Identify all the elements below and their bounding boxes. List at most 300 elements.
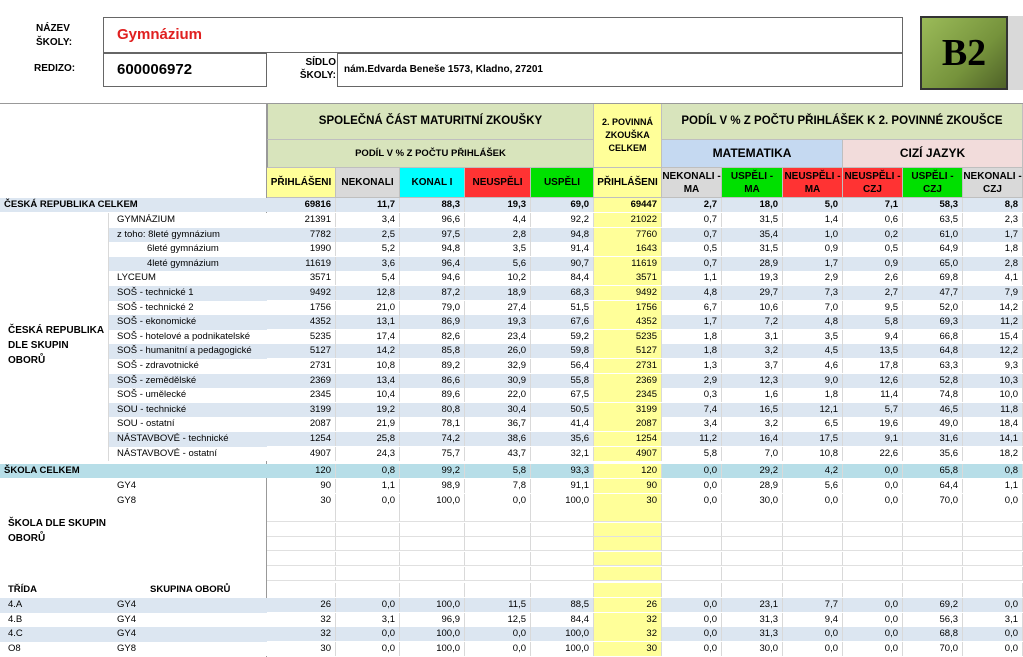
table-cell: 3,6 [336,257,400,271]
table-cell: 24,3 [336,447,400,461]
table-cell: 3571 [267,271,336,285]
table-cell: 5235 [594,330,662,344]
table-cell: 4907 [267,447,336,461]
empty-cell [594,583,662,597]
table-cell: 30,0 [722,642,783,656]
table-cell: 1,7 [963,228,1023,242]
empty-cell [843,537,903,551]
empty-cell [662,583,722,597]
table-cell: 23,1 [722,598,783,612]
table-cell: 14,2 [963,301,1023,315]
table-cell: 11,7 [336,198,400,212]
table-cell: 1,1 [963,479,1023,493]
col-head: USPĚLI [531,168,594,198]
table-cell: 4352 [594,315,662,329]
table-cell: 97,5 [400,228,465,242]
empty-cell [783,583,843,597]
table-cell: 2,7 [843,286,903,300]
table-cell: 0,6 [843,213,903,227]
class-name: 4.C [8,628,23,640]
empty-cell [722,567,783,581]
table-cell: 1254 [594,432,662,446]
empty-cell [267,537,336,551]
table-cell: 94,8 [531,228,594,242]
seat-label: SÍDLO ŠKOLY: [299,57,336,81]
empty-cell [783,508,843,522]
table-cell: 10,3 [963,374,1023,388]
table-cell: 9,4 [783,613,843,627]
cr-total-label: ČESKÁ REPUBLIKA CELKEM [4,199,138,210]
empty-cell [465,508,531,522]
table-cell: 7,4 [662,403,722,417]
table-cell: 22,0 [465,388,531,402]
table-cell: 9,4 [843,330,903,344]
table-cell: 35,4 [722,228,783,242]
table-cell: 2345 [267,388,336,402]
table-cell: 66,8 [903,330,963,344]
table-cell: 4,5 [783,344,843,358]
table-cell: 49,0 [903,417,963,431]
table-cell: 0,8 [336,464,400,478]
table-cell: 30 [267,642,336,656]
empty-cell [843,523,903,537]
table-cell: 2,8 [465,228,531,242]
table-cell: 0,0 [963,494,1023,508]
col-head: NEUSPĚLI - MA [783,168,843,198]
table-cell: 7760 [594,228,662,242]
table-cell: 31,3 [722,613,783,627]
table-cell: 100,0 [400,642,465,656]
class-name: O8 [8,642,21,654]
table-cell: 88,5 [531,598,594,612]
empty-cell [400,508,465,522]
table-cell: 17,8 [843,359,903,373]
table-cell: 92,2 [531,213,594,227]
empty-cell [400,567,465,581]
table-cell: 13,5 [843,344,903,358]
table-cell: 120 [267,464,336,478]
col-head: PŘIHLÁŠENI [594,168,662,198]
empty-cell [662,567,722,581]
col-head: NEUSPĚLI - CZJ [843,168,903,198]
table-cell: 5,6 [783,479,843,493]
table-cell: 30,4 [465,403,531,417]
table-cell: 35,6 [531,432,594,446]
table-cell: 1,1 [662,271,722,285]
table-cell: 5,8 [465,464,531,478]
empty-cell [465,552,531,566]
table-cell: 69,0 [531,198,594,212]
empty-cell [963,523,1023,537]
table-cell: 9,0 [783,374,843,388]
table-cell: 1,8 [662,330,722,344]
table-cell: 1643 [594,242,662,256]
table-cell: 19,6 [843,417,903,431]
table-cell: 21022 [594,213,662,227]
table-cell: 7,8 [465,479,531,493]
table-cell: 67,6 [531,315,594,329]
table-cell: 0,3 [662,388,722,402]
table-cell: 29,2 [722,464,783,478]
empty-cell [722,537,783,551]
table-cell: 0,0 [963,627,1023,641]
table-cell: 80,8 [400,403,465,417]
table-cell: 0,0 [843,479,903,493]
empty-cell [783,537,843,551]
empty-cell [662,508,722,522]
table-cell: 0,0 [336,598,400,612]
table-cell: 18,9 [465,286,531,300]
table-cell: 1,8 [963,242,1023,256]
col-head: KONAL I [400,168,465,198]
redizo-label: REDIZO: [34,63,76,74]
table-cell: 17,4 [336,330,400,344]
empty-cell [963,537,1023,551]
table-cell: 30 [594,642,662,656]
class-group: GY4 [117,628,137,640]
table-cell: 1254 [267,432,336,446]
field-group-label: SKUPINA OBORŮ [150,584,231,595]
table-cell: 0,0 [783,642,843,656]
table-cell: 2,6 [843,271,903,285]
table-cell: 0,0 [662,627,722,641]
row-label: SOŠ - zemědělské [117,374,197,386]
empty-cell [722,523,783,537]
table-cell: 7,9 [963,286,1023,300]
empty-cell [722,508,783,522]
table-cell: 0,0 [465,627,531,641]
table-cell: 14,2 [336,344,400,358]
table-cell: 2,9 [783,271,843,285]
table-cell: 86,9 [400,315,465,329]
table-cell: 96,4 [400,257,465,271]
empty-cell [903,567,963,581]
table-cell: 3199 [267,403,336,417]
table-cell: 0,0 [843,613,903,627]
table-cell: 7,2 [722,315,783,329]
table-cell: 36,7 [465,417,531,431]
table-cell: 100,0 [531,642,594,656]
table-cell: 28,9 [722,257,783,271]
empty-cell [336,537,400,551]
table-cell: 7,7 [783,598,843,612]
table-cell: 68,3 [531,286,594,300]
table-cell: 50,5 [531,403,594,417]
table-cell: 84,4 [531,271,594,285]
table-cell: 0,0 [336,627,400,641]
empty-cell [963,552,1023,566]
table-cell: 0,7 [662,228,722,242]
table-cell: 79,0 [400,301,465,315]
table-cell: 2,3 [963,213,1023,227]
table-cell: 13,1 [336,315,400,329]
table-cell: 55,8 [531,374,594,388]
table-cell: 12,3 [722,374,783,388]
table-cell: 0,0 [783,494,843,508]
table-cell: 18,4 [963,417,1023,431]
table-cell: 7782 [267,228,336,242]
table-cell: 4,8 [783,315,843,329]
table-cell: 4,1 [963,271,1023,285]
empty-cell [903,537,963,551]
table-cell: 63,5 [903,213,963,227]
table-cell: 61,0 [903,228,963,242]
table-cell: 0,9 [783,242,843,256]
table-cell: 0,0 [843,627,903,641]
table-cell: 31,5 [722,213,783,227]
row-label: NÁSTAVBOVÉ - technické [117,433,229,444]
empty-cell [267,523,336,537]
empty-cell [400,583,465,597]
table-cell: 0,0 [963,598,1023,612]
table-cell: 43,7 [465,447,531,461]
table-cell: 96,9 [400,613,465,627]
table-cell: 1756 [594,301,662,315]
table-cell: 3,5 [783,330,843,344]
table-cell: 15,4 [963,330,1023,344]
col-head: PŘIHLÁŠENI [267,168,336,198]
table-cell: 2,8 [963,257,1023,271]
empty-cell [267,552,336,566]
table-cell: 0,0 [843,598,903,612]
table-cell: 27,4 [465,301,531,315]
table-cell: 12,6 [843,374,903,388]
table-cell: 5,6 [465,257,531,271]
empty-cell [903,523,963,537]
table-cell: 5,4 [336,271,400,285]
row-label: GYMNÁZIUM [117,214,176,225]
row-label: SOŠ - zdravotnické [117,360,199,371]
table-cell: 1,0 [783,228,843,242]
table-cell: 1,8 [662,344,722,358]
table-cell: 12,1 [783,403,843,417]
empty-cell [336,567,400,581]
table-cell: 11,8 [963,403,1023,417]
table-cell: 2,7 [662,198,722,212]
table-cell: 10,2 [465,271,531,285]
row-label: 4leté gymnázium [147,257,219,269]
empty-cell [336,552,400,566]
empty-cell [594,508,662,522]
table-cell: 3199 [594,403,662,417]
head-second-mandatory: 2. POVINNÁ ZKOUŠKA CELKEM [594,104,662,168]
school-name-label: NÁZEV ŠKOLY: [36,23,73,48]
table-cell: 7,0 [783,301,843,315]
row-label: SOŠ - hotelové a podnikatelské [117,330,251,342]
table-cell: 69,8 [903,271,963,285]
school-row-label: GY4 [117,480,137,491]
table-cell: 9492 [594,286,662,300]
table-cell: 1,4 [783,213,843,227]
table-cell: 22,6 [843,447,903,461]
table-cell: 59,2 [531,330,594,344]
table-cell: 86,6 [400,374,465,388]
empty-cell [531,508,594,522]
table-cell: 91,4 [531,242,594,256]
row-label: SOŠ - technické 2 [117,301,194,313]
table-cell: 0,0 [843,494,903,508]
table-cell: 59,8 [531,344,594,358]
school-row-label: GY8 [117,494,137,506]
table-cell: 68,8 [903,627,963,641]
table-cell: 7,0 [722,447,783,461]
head-share-second: PODÍL V % Z POČTU PŘIHLÁŠEK K 2. POVINNÉ ZKOUŠCE [662,104,1023,140]
table-cell: 0,7 [662,257,722,271]
table-cell: 12,2 [963,344,1023,358]
school-total-label: ŠKOLA CELKEM [4,465,80,476]
table-cell: 56,4 [531,359,594,373]
table-cell: 19,2 [336,403,400,417]
table-cell: 21391 [267,213,336,227]
table-cell: 0,0 [662,479,722,493]
table-cell: 74,2 [400,432,465,446]
table-cell: 74,8 [903,388,963,402]
table-cell: 38,6 [465,432,531,446]
empty-cell [400,537,465,551]
empty-cell [267,508,336,522]
table-cell: 31,6 [903,432,963,446]
table-cell: 52,8 [903,374,963,388]
table-cell: 69,2 [903,598,963,612]
badge-label: B2 [941,32,987,74]
table-cell: 0,9 [843,257,903,271]
empty-cell [783,523,843,537]
empty-cell [267,583,336,597]
empty-cell [594,567,662,581]
col-head: NEKONALI [336,168,400,198]
empty-cell [336,523,400,537]
table-cell: 0,5 [843,242,903,256]
table-cell: 1,6 [722,388,783,402]
table-cell: 0,0 [843,464,903,478]
empty-cell [843,508,903,522]
table-cell: 41,4 [531,417,594,431]
table-cell: 11619 [267,257,336,271]
table-cell: 3,2 [722,344,783,358]
table-cell: 2,9 [662,374,722,388]
table-cell: 1,7 [662,315,722,329]
table-cell: 63,3 [903,359,963,373]
empty-cell [662,523,722,537]
table-cell: 100,0 [531,494,594,508]
table-cell: 2731 [267,359,336,373]
table-cell: 30 [267,494,336,508]
table-cell: 19,3 [722,271,783,285]
empty-cell [531,552,594,566]
empty-cell [531,567,594,581]
table-cell: 0,0 [336,642,400,656]
class-group: GY8 [117,642,137,654]
table-cell: 82,6 [400,330,465,344]
table-cell: 16,4 [722,432,783,446]
table-cell: 4907 [594,447,662,461]
school-groups-label: ŠKOLA DLE SKUPIN OBORŮ [8,518,106,544]
row-label: SOŠ - technické 1 [117,287,194,298]
table-cell: 100,0 [400,494,465,508]
empty-cell [903,552,963,566]
table-cell: 65,8 [903,464,963,478]
row-label: SOŠ - umělecké [117,389,187,401]
table-cell: 0,0 [662,494,722,508]
table-cell: 26 [594,598,662,612]
empty-cell [662,552,722,566]
school-name-value: Gymnázium [117,26,203,43]
table-cell: 70,0 [903,494,963,508]
empty-cell [465,567,531,581]
head-share-apps: PODÍL V % Z POČTU PŘIHLÁŠEK [267,140,594,168]
table-cell: 0,0 [843,642,903,656]
table-cell: 25,8 [336,432,400,446]
table-cell: 0,0 [662,464,722,478]
table-cell: 32,9 [465,359,531,373]
empty-cell [465,537,531,551]
table-cell: 30,0 [722,494,783,508]
table-cell: 18,2 [963,447,1023,461]
table-cell: 3,1 [336,613,400,627]
table-cell: 19,3 [465,198,531,212]
table-cell: 69816 [267,198,336,212]
table-cell: 6,5 [783,417,843,431]
redizo-value: 600006972 [117,61,193,78]
table-cell: 2369 [267,374,336,388]
table-cell: 28,9 [722,479,783,493]
table-cell: 35,6 [903,447,963,461]
table-cell: 11,2 [662,432,722,446]
table-cell: 3,4 [662,417,722,431]
row-label: SOU - technické [117,403,187,415]
table-cell: 89,6 [400,388,465,402]
table-cell: 3,4 [336,213,400,227]
empty-cell [843,552,903,566]
empty-cell [903,508,963,522]
table-cell: 90 [594,479,662,493]
table-cell: 7,3 [783,286,843,300]
class-label: TŘÍDA [8,584,38,595]
table-cell: 3,7 [722,359,783,373]
table-cell: 2345 [594,388,662,402]
empty-cell [783,552,843,566]
table-cell: 0,0 [662,613,722,627]
empty-cell [400,552,465,566]
table-cell: 1,3 [662,359,722,373]
table-cell: 11619 [594,257,662,271]
table-cell: 70,0 [903,642,963,656]
table-cell: 31,5 [722,242,783,256]
table-cell: 1,7 [783,257,843,271]
table-cell: 3,5 [465,242,531,256]
empty-cell [903,583,963,597]
table-cell: 10,8 [783,447,843,461]
table-cell: 100,0 [400,627,465,641]
table-cell: 32 [267,613,336,627]
table-cell: 10,8 [336,359,400,373]
table-cell: 26,0 [465,344,531,358]
table-cell: 78,1 [400,417,465,431]
empty-cell [722,583,783,597]
table-cell: 9,1 [843,432,903,446]
table-cell: 99,2 [400,464,465,478]
class-name: 4.A [8,599,23,610]
table-cell: 4,2 [783,464,843,478]
empty-cell [963,567,1023,581]
table-cell: 21,0 [336,301,400,315]
table-cell: 90,7 [531,257,594,271]
table-cell: 2087 [594,417,662,431]
table-cell: 5127 [267,344,336,358]
table-cell: 96,6 [400,213,465,227]
col-head: NEKONALI - CZJ [963,168,1023,198]
table-cell: 11,2 [963,315,1023,329]
